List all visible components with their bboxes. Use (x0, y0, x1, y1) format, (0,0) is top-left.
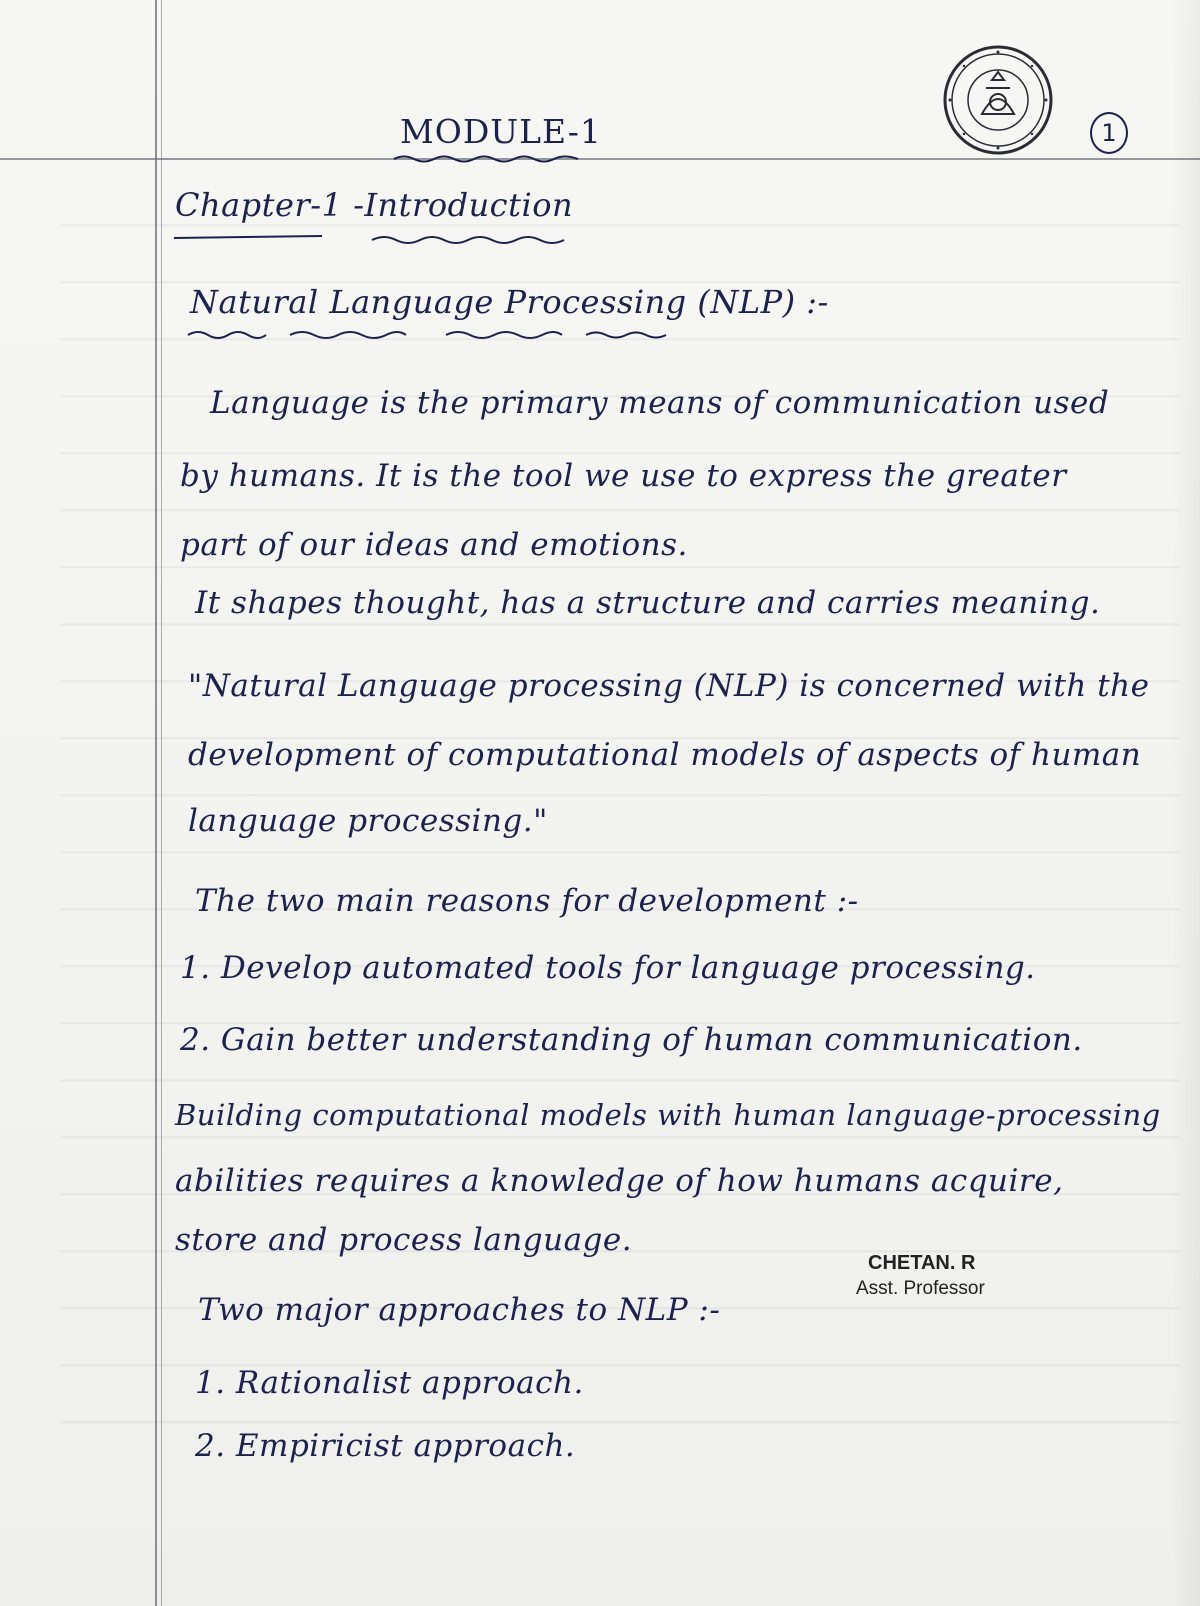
module-title-underline (392, 152, 582, 166)
section-heading: Natural Language Processing (NLP) :- (190, 283, 829, 321)
text-line: Building computational models with human language-processing (175, 1098, 1161, 1132)
text-line: Two major approaches to NLP :- (198, 1292, 721, 1328)
text-line: 2. Empiricist approach. (195, 1428, 576, 1464)
signature-name: CHETAN. R (868, 1252, 976, 1274)
text-line: language processing." (188, 803, 548, 839)
text-line: 1. Develop automated tools for language processing. (180, 950, 1036, 986)
text-line: part of our ideas and emotions. (180, 527, 688, 563)
margin-rule-inner (161, 0, 162, 1606)
text-line: Language is the primary means of communication used (210, 385, 1110, 421)
chapter-underline (172, 230, 572, 250)
page-number: 1 (1090, 112, 1128, 154)
text-line: 1. Rationalist approach. (195, 1365, 584, 1401)
section-heading-underline (186, 326, 746, 344)
text-line: store and process language. (175, 1222, 633, 1258)
text-line: 2. Gain better understanding of human communication. (180, 1022, 1083, 1058)
text-line: abilities requires a knowledge of how humans acquire, (175, 1163, 1064, 1199)
text-line: by humans. It is the tool we use to express the greater (180, 458, 1067, 494)
module-title: MODULE-1 (400, 112, 602, 151)
institute-seal-icon (942, 44, 1054, 156)
text-line: The two main reasons for development :- (195, 883, 859, 919)
signature-role: Asst. Professor (856, 1278, 985, 1299)
text-line: development of computational models of aspects of human (188, 737, 1142, 773)
page-edge-shadow (1170, 0, 1200, 1606)
text-line: "Natural Language processing (NLP) is concerned with the (188, 668, 1150, 704)
header-rule (0, 158, 1200, 160)
margin-rule (155, 0, 157, 1606)
chapter-title: Chapter-1 -Introduction (175, 186, 574, 224)
text-line: It shapes thought, has a structure and carries meaning. (195, 585, 1101, 621)
